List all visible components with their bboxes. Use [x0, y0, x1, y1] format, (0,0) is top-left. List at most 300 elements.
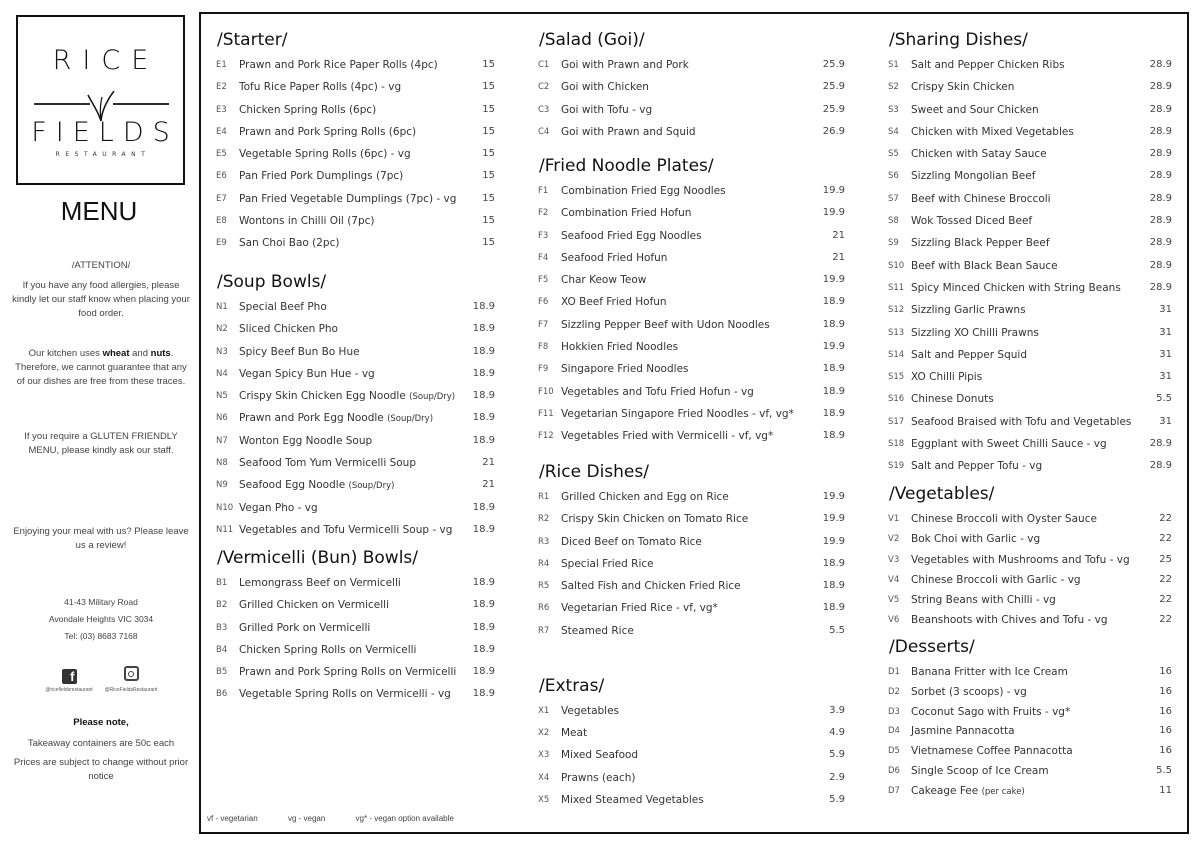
item-code: E5 — [216, 149, 227, 160]
item-code: E9 — [216, 238, 227, 249]
item-price: 11 — [1159, 784, 1172, 796]
item-price: 21 — [482, 457, 495, 469]
item-code: S15 — [888, 372, 905, 383]
item-code: E1 — [216, 60, 227, 70]
item-name: Singapore Fried Noodles — [561, 363, 689, 376]
item-price: 18.9 — [822, 407, 845, 419]
item-name: Vegan Spicy Bun Hue - vg — [239, 367, 375, 380]
item-name: Grilled Chicken and Egg on Rice — [561, 491, 729, 503]
item-price: 18.9 — [472, 666, 495, 678]
item-price: 16 — [1159, 666, 1172, 677]
item-price: 18.9 — [472, 688, 495, 700]
item-price: 21 — [832, 229, 845, 241]
item-price: 22 — [1159, 533, 1172, 545]
item-price: 18.9 — [822, 557, 845, 569]
item-price: 28.9 — [1149, 259, 1172, 271]
item-code: N2 — [216, 324, 228, 335]
item-note: (Soup/Dry) — [348, 481, 395, 492]
item-code: B4 — [216, 644, 228, 655]
item-code: S5 — [888, 149, 899, 160]
item-code: S8 — [888, 216, 899, 227]
item-price: 15 — [482, 237, 495, 249]
item-code: N7 — [216, 435, 228, 446]
section-starter — [215, 28, 495, 257]
item-name: Vegetables with Mushrooms and Tofu - vg — [911, 553, 1130, 566]
item-code: E6 — [216, 171, 227, 182]
item-code: S17 — [888, 416, 905, 427]
legend-vegan-option: vg* - vegan option available — [355, 814, 454, 823]
item-code: N10 — [216, 502, 234, 513]
menu-item — [215, 387, 495, 409]
attention-heading: /ATTENTION/ — [71, 260, 131, 271]
item-name: Chicken Spring Rolls on Vermicelli — [239, 643, 417, 656]
item-code: N6 — [216, 413, 228, 424]
menu-item — [887, 324, 1172, 346]
item-price: 18.9 — [822, 363, 845, 375]
item-price: 31 — [1159, 304, 1172, 316]
logo-rice: RICE — [52, 45, 160, 76]
section-title: /Desserts/ — [889, 637, 975, 657]
menu-item — [215, 167, 495, 189]
item-code: S19 — [888, 461, 905, 472]
item-code: D5 — [888, 746, 900, 757]
item-name: Sizzling XO Chilli Prawns — [911, 326, 1039, 339]
item-name: Hokkien Fried Noodles — [561, 341, 679, 354]
item-name: Sliced Chicken Pho — [239, 323, 338, 336]
item-price: 5.5 — [1156, 764, 1172, 776]
item-name: Vegetarian Fried Rice - vf, vg* — [561, 602, 718, 615]
menu-item — [215, 212, 495, 234]
item-name: Chinese Broccoli with Oyster Sauce — [911, 513, 1097, 525]
item-name: Seafood Fried Egg Noodles — [561, 229, 702, 242]
item-code: F4 — [538, 252, 549, 263]
menu-item — [537, 724, 845, 746]
menu-item — [887, 390, 1172, 412]
item-name: Spicy Beef Bun Bo Hue — [239, 345, 360, 358]
menu-item — [537, 746, 845, 768]
sidebar — [0, 0, 198, 849]
menu-item — [887, 722, 1172, 742]
item-price: 31 — [1159, 371, 1172, 383]
menu-item — [887, 368, 1172, 390]
menu-item — [887, 301, 1172, 323]
item-price: 22 — [1159, 614, 1172, 626]
menu-item — [215, 432, 495, 454]
item-name: Pan Fried Vegetable Dumplings (7pc) - vg — [239, 192, 457, 205]
item-code: R3 — [538, 536, 550, 547]
section-vermicelli — [215, 546, 495, 708]
item-code: F1 — [538, 186, 549, 196]
menu-item — [215, 499, 495, 521]
item-price: 25.9 — [822, 103, 845, 115]
menu-item — [887, 346, 1172, 368]
item-name: Special Fried Rice — [561, 557, 654, 570]
item-name: Vegetables and Tofu Vermicelli Soup - vg — [239, 523, 453, 536]
item-name: Vegetables — [561, 705, 620, 717]
menu-item — [887, 145, 1172, 167]
item-name: Vegetable Spring Rolls on Vermicelli - vg — [239, 688, 451, 701]
logo-restaurant: RESTAURANT — [55, 151, 151, 158]
item-price: 4.9 — [829, 727, 845, 739]
item-price: 18.9 — [472, 412, 495, 424]
section-title: /Vegetables/ — [889, 484, 995, 504]
menu-item — [537, 360, 845, 382]
item-price: 28.9 — [1149, 281, 1172, 293]
item-price: 25.9 — [822, 59, 845, 70]
item-code: F9 — [538, 364, 549, 375]
item-price: 18.9 — [822, 580, 845, 592]
menu-item — [887, 212, 1172, 234]
item-code: V2 — [888, 534, 900, 545]
menu-item — [887, 762, 1172, 782]
item-note: (Soup/Dry) — [387, 414, 434, 425]
menu-item — [215, 596, 495, 618]
item-code: R1 — [538, 492, 550, 502]
item-name: Salted Fish and Chicken Fried Rice — [561, 580, 741, 593]
item-code: B6 — [216, 689, 228, 700]
item-code: D7 — [888, 785, 900, 796]
menu-item — [537, 427, 845, 449]
item-name: Diced Beef on Tomato Rice — [561, 535, 702, 548]
item-name: Seafood Tom Yum Vermicelli Soup — [239, 457, 416, 470]
item-price: 15 — [482, 125, 495, 137]
item-code: S11 — [888, 282, 905, 293]
menu-frame — [199, 12, 1189, 834]
menu-item — [537, 78, 845, 100]
item-price: 18.9 — [472, 390, 495, 402]
item-note: (Soup/Dry) — [409, 392, 456, 403]
menu-item — [887, 56, 1172, 78]
item-name: Sizzling Black Pepper Beef — [911, 237, 1050, 250]
item-name: Crispy Skin Chicken — [911, 81, 1015, 94]
facebook-link[interactable]: f @ricefieldsrestaurant — [45, 669, 93, 693]
item-name: Meat — [561, 727, 588, 740]
item-name: Bok Choi with Garlic - vg — [911, 533, 1041, 546]
menu-item — [215, 101, 495, 123]
menu-item — [537, 702, 845, 724]
menu-item — [887, 101, 1172, 123]
address-line1: 41-43 Military Road — [64, 597, 138, 607]
item-price: 5.9 — [829, 749, 845, 761]
item-name: Banana Fritter with Ice Cream — [911, 666, 1068, 678]
menu-item — [215, 145, 495, 167]
menu-item — [215, 365, 495, 387]
item-price: 28.9 — [1149, 215, 1172, 227]
menu-item — [887, 413, 1172, 435]
item-code: C1 — [538, 60, 550, 70]
item-code: F3 — [538, 230, 549, 241]
menu-item — [887, 457, 1172, 479]
menu-item — [537, 577, 845, 599]
menu-item — [537, 383, 845, 405]
item-code: S6 — [888, 171, 899, 182]
item-price: 18.9 — [472, 599, 495, 611]
item-code: V5 — [888, 595, 900, 606]
menu-item — [215, 56, 495, 78]
menu-item — [537, 791, 845, 813]
menu-item — [537, 488, 845, 510]
menu-item — [215, 663, 495, 685]
address-block — [10, 594, 192, 645]
item-code: S13 — [888, 327, 905, 338]
item-code: S3 — [888, 104, 899, 115]
item-code: S12 — [888, 305, 905, 316]
item-price: 28.9 — [1149, 237, 1172, 249]
item-code: F5 — [538, 275, 549, 286]
item-price: 15 — [482, 192, 495, 204]
item-name: Beef with Chinese Broccoli — [911, 192, 1051, 205]
item-name: Grilled Chicken on Vermicelli — [239, 599, 390, 612]
menu-item — [537, 533, 845, 555]
item-price: 19.9 — [822, 491, 845, 502]
item-price: 22 — [1159, 573, 1172, 585]
instagram-icon — [124, 666, 139, 681]
item-name: Wonton Egg Noodle Soup — [239, 434, 373, 447]
menu-item — [537, 227, 845, 249]
item-name: Prawn and Pork Egg Noodle (Soup/Dry) — [239, 412, 434, 425]
item-name: Pan Fried Pork Dumplings (7pc) — [239, 170, 404, 183]
item-code: F10 — [538, 386, 554, 397]
menu-item — [537, 599, 845, 621]
item-name: Prawn and Pork Spring Rolls (6pc) — [239, 125, 417, 138]
item-price: 19.9 — [822, 341, 845, 353]
item-name: Sizzling Garlic Prawns — [911, 304, 1026, 317]
item-name: Chicken with Mixed Vegetables — [911, 125, 1074, 138]
menu-item — [215, 78, 495, 100]
item-price: 18.9 — [472, 301, 495, 312]
menu-item — [887, 123, 1172, 145]
menu-item — [537, 622, 845, 644]
item-price: 19.9 — [822, 207, 845, 219]
item-name: Salt and Pepper Squid — [911, 348, 1027, 361]
item-code: D4 — [888, 726, 900, 737]
item-code: X2 — [538, 728, 550, 739]
item-name: Eggplant with Sweet Chilli Sauce - vg — [911, 438, 1107, 451]
item-price: 15 — [482, 170, 495, 182]
menu-item — [887, 663, 1172, 683]
item-code: N11 — [216, 524, 234, 535]
allergy-notice: If you have any food allergies, please kindly let our staff know when placing your food order. — [12, 280, 190, 319]
item-code: V3 — [888, 554, 900, 565]
item-name: Salt and Pepper Tofu - vg — [911, 460, 1043, 473]
item-code: S2 — [888, 82, 899, 93]
item-name: Chinese Broccoli with Garlic - vg — [911, 573, 1081, 586]
item-code: D6 — [888, 765, 900, 776]
item-code: R5 — [538, 581, 550, 592]
item-name: Steamed Rice — [561, 624, 634, 637]
item-code: S1 — [888, 60, 899, 70]
menu-item — [215, 641, 495, 663]
menu-item — [887, 435, 1172, 457]
item-price: 25 — [1159, 553, 1172, 565]
item-price: 19.9 — [822, 513, 845, 525]
item-code: C2 — [538, 82, 550, 93]
menu-item — [537, 316, 845, 338]
item-price: 15 — [482, 215, 495, 227]
item-code: E4 — [216, 126, 227, 137]
item-name: Grilled Pork on Vermicelli — [239, 621, 371, 634]
item-code: N3 — [216, 346, 228, 357]
item-name: Single Scoop of Ice Cream — [911, 764, 1049, 777]
item-code: N4 — [216, 368, 228, 379]
item-name: Prawns (each) — [561, 771, 636, 784]
item-code: R6 — [538, 603, 550, 614]
menu-item — [215, 190, 495, 212]
item-name: XO Beef Fried Hofun — [561, 296, 667, 309]
section-rice — [537, 460, 845, 644]
takeaway-note: Takeaway containers are 50c each — [27, 738, 175, 749]
section-extras — [537, 674, 845, 813]
item-price: 5.5 — [829, 624, 845, 636]
item-price: 31 — [1159, 415, 1172, 427]
menu-item — [887, 591, 1172, 611]
menu-item — [215, 574, 495, 596]
item-price: 28.9 — [1149, 125, 1172, 137]
item-price: 18.9 — [822, 318, 845, 330]
menu-item — [215, 454, 495, 476]
item-price: 5.5 — [1156, 393, 1172, 405]
menu-item — [537, 405, 845, 427]
menu-item — [887, 279, 1172, 301]
item-code: E7 — [216, 193, 227, 204]
item-note: (per cake) — [981, 786, 1025, 797]
menu-item — [887, 510, 1172, 530]
section-salad — [537, 28, 845, 145]
legend-vegetarian: vf - vegetarian — [207, 814, 258, 823]
section-title: /Rice Dishes/ — [539, 462, 649, 482]
item-price: 31 — [1159, 326, 1172, 338]
item-price: 28.9 — [1149, 192, 1172, 204]
item-code: F7 — [538, 319, 549, 330]
section-title: /Salad (Goi)/ — [539, 30, 645, 50]
item-name: Combination Fried Hofun — [561, 207, 692, 220]
item-price: 28.9 — [1149, 59, 1172, 70]
item-price: 18.9 — [822, 430, 845, 442]
item-price: 18.9 — [472, 367, 495, 379]
item-name: Special Beef Pho — [239, 301, 327, 313]
item-name: San Choi Bao (2pc) — [239, 237, 340, 250]
review-text: Enjoying your meal with us? Please leave us a review! — [13, 526, 189, 551]
item-code: X4 — [538, 772, 550, 783]
address-line2: Avondale Heights VIC 3034 — [48, 614, 154, 624]
item-name: Crispy Skin Chicken on Tomato Rice — [561, 513, 749, 526]
menu-item — [887, 742, 1172, 762]
item-code: B5 — [216, 667, 228, 678]
item-name: Beef with Black Bean Sauce — [911, 259, 1058, 272]
item-price: 28.9 — [1149, 170, 1172, 182]
item-code: F11 — [538, 408, 554, 419]
item-price: 18.9 — [472, 621, 495, 633]
legend-vegan: vg - vegan — [287, 814, 326, 823]
menu-item — [215, 320, 495, 342]
item-name: Goi with Chicken — [561, 81, 649, 94]
menu-item — [537, 555, 845, 577]
instagram-link[interactable]: @RiceFieldsRestaurant — [96, 666, 166, 693]
item-price: 28.9 — [1149, 438, 1172, 450]
item-name: Seafood Braised with Tofu and Vegetables — [911, 415, 1132, 428]
item-name: Mixed Steamed Vegetables — [561, 793, 704, 806]
menu-item — [887, 257, 1172, 279]
item-price: 19.9 — [822, 535, 845, 547]
item-code: V1 — [888, 514, 900, 524]
item-name: Sizzling Pepper Beef with Udon Noodles — [561, 318, 770, 331]
item-price: 22 — [1159, 513, 1172, 524]
item-name: String Beans with Chilli - vg — [911, 594, 1056, 607]
item-name: Jasmine Pannacotta — [911, 725, 1015, 738]
item-code: S14 — [888, 349, 905, 360]
menu-item — [215, 685, 495, 707]
item-code: X1 — [538, 706, 550, 716]
item-code: F8 — [538, 342, 549, 353]
item-price: 28.9 — [1149, 148, 1172, 160]
prices-note: Prices are subject to change without prior notice — [13, 757, 189, 782]
menu-item — [537, 123, 845, 145]
item-price: 18.9 — [472, 643, 495, 655]
item-name: Seafood Fried Hofun — [561, 251, 668, 264]
item-name: Spicy Minced Chicken with String Beans — [911, 281, 1121, 294]
item-price: 3.9 — [829, 705, 845, 716]
menu-item — [537, 293, 845, 315]
item-price: 28.9 — [1149, 460, 1172, 472]
item-code: B3 — [216, 622, 228, 633]
section-title: /Fried Noodle Plates/ — [539, 156, 714, 176]
item-code: B1 — [216, 578, 228, 588]
menu-item — [537, 510, 845, 532]
item-code: N9 — [216, 480, 228, 491]
item-name: Prawn and Pork Rice Paper Rolls (4pc) — [239, 59, 438, 71]
item-code: S18 — [888, 439, 905, 450]
menu-item — [215, 234, 495, 256]
item-code: X3 — [538, 750, 550, 761]
item-price: 18.9 — [822, 385, 845, 397]
item-price: 31 — [1159, 348, 1172, 360]
item-price: 18.9 — [472, 345, 495, 357]
section-title: /Soup Bowls/ — [217, 272, 327, 292]
facebook-icon: f — [62, 669, 77, 684]
item-price: 15 — [482, 103, 495, 115]
item-price: 15 — [482, 81, 495, 93]
item-price: 16 — [1159, 685, 1172, 697]
kitchen-notice: Our kitchen uses wheat and nuts. Therefore, we cannot guarantee that any of our dishes are free from these traces. — [15, 348, 187, 387]
menu-item — [887, 167, 1172, 189]
menu-item — [887, 78, 1172, 100]
menu-item — [537, 271, 845, 293]
section-title: /Sharing Dishes/ — [889, 30, 1028, 50]
item-name: Goi with Tofu - vg — [561, 103, 653, 116]
menu-item — [887, 782, 1172, 802]
item-price: 18.9 — [472, 323, 495, 335]
item-name: Chinese Donuts — [911, 393, 994, 406]
phone-number: Tel: (03) 8683 7168 — [64, 631, 138, 641]
item-name: Beanshoots with Chives and Tofu - vg — [911, 614, 1108, 627]
section-title: /Extras/ — [539, 676, 605, 696]
item-price: 16 — [1159, 745, 1172, 757]
item-name: Tofu Rice Paper Rolls (4pc) - vg — [239, 81, 402, 94]
item-code: S7 — [888, 193, 899, 204]
item-code: X5 — [538, 794, 550, 805]
item-name: Combination Fried Egg Noodles — [561, 185, 726, 197]
item-price: 28.9 — [1149, 81, 1172, 93]
section-desserts — [887, 635, 1172, 802]
item-name: Vegetable Spring Rolls (6pc) - vg — [239, 148, 411, 161]
item-name: Salt and Pepper Chicken Ribs — [911, 59, 1065, 71]
item-code: N8 — [216, 458, 228, 469]
menu-item — [887, 683, 1172, 703]
item-price: 19.9 — [822, 274, 845, 286]
item-price: 28.9 — [1149, 103, 1172, 115]
item-name: Wontons in Chilli Oil (7pc) — [239, 215, 375, 228]
item-code: V4 — [888, 574, 900, 585]
